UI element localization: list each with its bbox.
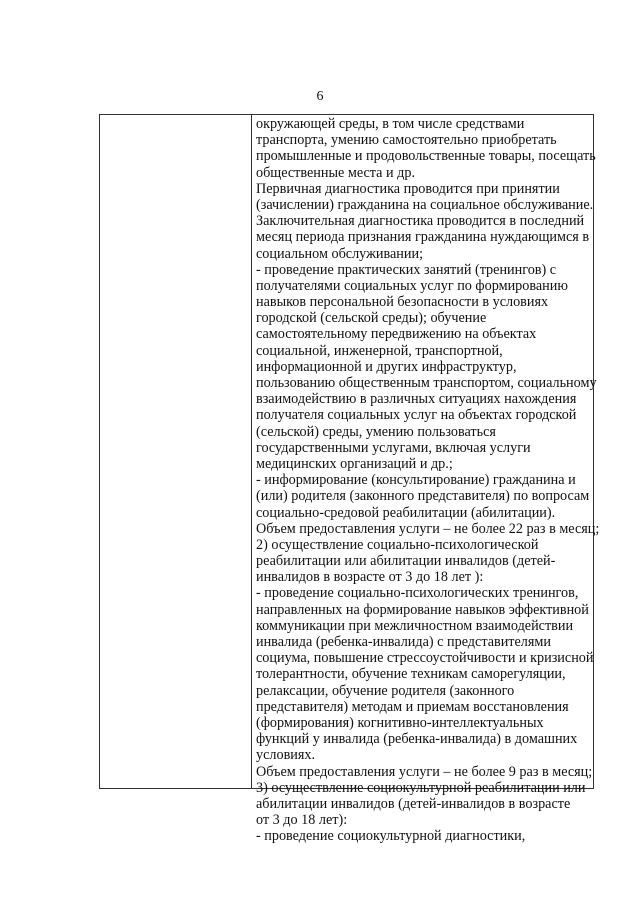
text-line: функций у инвалида (ребенка-инвалида) в домашних — [256, 731, 578, 748]
text-line: - проведение социокультурной диагностики, — [256, 828, 526, 845]
text-line: пользованию общественным транспортом, социальному — [256, 375, 597, 391]
text-line: городской (сельской среды); обучение — [256, 310, 487, 327]
text-line: реабилитации или абилитации инвалидов (детей- — [256, 553, 556, 570]
text-line: месяц периода признания гражданина нуждающимся в — [256, 229, 590, 246]
text-line: взаимодействию в различных ситуациях нахождения — [256, 391, 577, 408]
text-line: социальном обслуживании; — [256, 245, 424, 262]
text-line: информационной и других инфраструктур, — [256, 358, 517, 375]
text-line: транспорта, умению самостоятельно приобретать — [256, 132, 557, 149]
empty-left-cell — [100, 115, 251, 788]
text-line: инвалидов в возрасте от 3 до 18 лет ): — [256, 569, 484, 586]
text-line: представителя) методам и приемам восстановления — [256, 698, 569, 715]
text-line: 3) осуществление социокультурной реабилитации или — [256, 779, 586, 796]
text-line: получателями социальных услуг по формированию — [256, 277, 568, 294]
text-line: абилитации инвалидов (детей-инвалидов в возрасте — [256, 795, 571, 812]
text-line: направленных на формирование навыков эффективной — [256, 601, 589, 618]
text-line: самостоятельному передвижению на объектах — [256, 326, 537, 343]
text-line: (зачислении) гражданина на социальное обслуживание. — [256, 196, 594, 213]
text-line: промышленные и продовольственные товары, посещать — [256, 148, 596, 165]
text-line: (или) родителя (законного представителя) по вопросам — [256, 488, 590, 505]
text-line: - проведение практических занятий (тренингов) с — [256, 261, 557, 278]
text-line: окружающей среды, в том числе средствами — [256, 116, 525, 132]
services-table — [99, 114, 600, 845]
column-divider — [251, 115, 252, 788]
text-line: Заключительная диагностика проводится в последний — [256, 213, 585, 230]
text-line: социально-средовой реабилитации (абилитации). — [256, 504, 556, 521]
text-line: условиях. — [256, 747, 316, 764]
text-line: толерантности, обучение техникам саморегуляции, — [256, 666, 566, 683]
text-line: социальной, инженерной, транспортной, — [256, 342, 503, 359]
text-line: государственными услугами, включая услуги — [256, 439, 531, 456]
page-number: 6 — [316, 89, 324, 104]
text-line: инвалида (ребенка-инвалида) с представителями — [256, 634, 551, 650]
service-description-cell — [256, 116, 600, 845]
text-line: получателя социальных услуг на объектах городской — [256, 407, 577, 424]
text-line: общественные места и др. — [256, 164, 416, 181]
text-line: Объем предоставления услуги – не более 9 раз в месяц; — [256, 763, 593, 780]
text-line: (сельской) среды, умению пользоваться — [256, 423, 496, 440]
text-line: от 3 до 18 лет): — [256, 812, 348, 829]
text-line: - проведение социально-психологических тренингов, — [256, 585, 579, 602]
text-line: навыков персональной безопасности в условиях — [256, 294, 549, 311]
text-line: Объем предоставления услуги – не более 22 раз в месяц; — [256, 520, 600, 537]
text-line: Первичная диагностика проводится при принятии — [256, 180, 560, 197]
text-line: медицинских организаций и др.; — [256, 455, 453, 472]
text-line: социума, повышение стрессоустойчивости и кризисной — [256, 650, 594, 667]
text-line: релаксации, обучение родителя (законного — [256, 682, 515, 699]
text-line: коммуникации при межличностном взаимодействии — [256, 617, 574, 634]
text-line: (формирования) когнитивно-интеллектуальных — [256, 714, 544, 731]
text-line: 2) осуществление социально-психологической — [256, 536, 539, 553]
text-line: - информирование (консультирование) гражданина и — [256, 472, 576, 489]
